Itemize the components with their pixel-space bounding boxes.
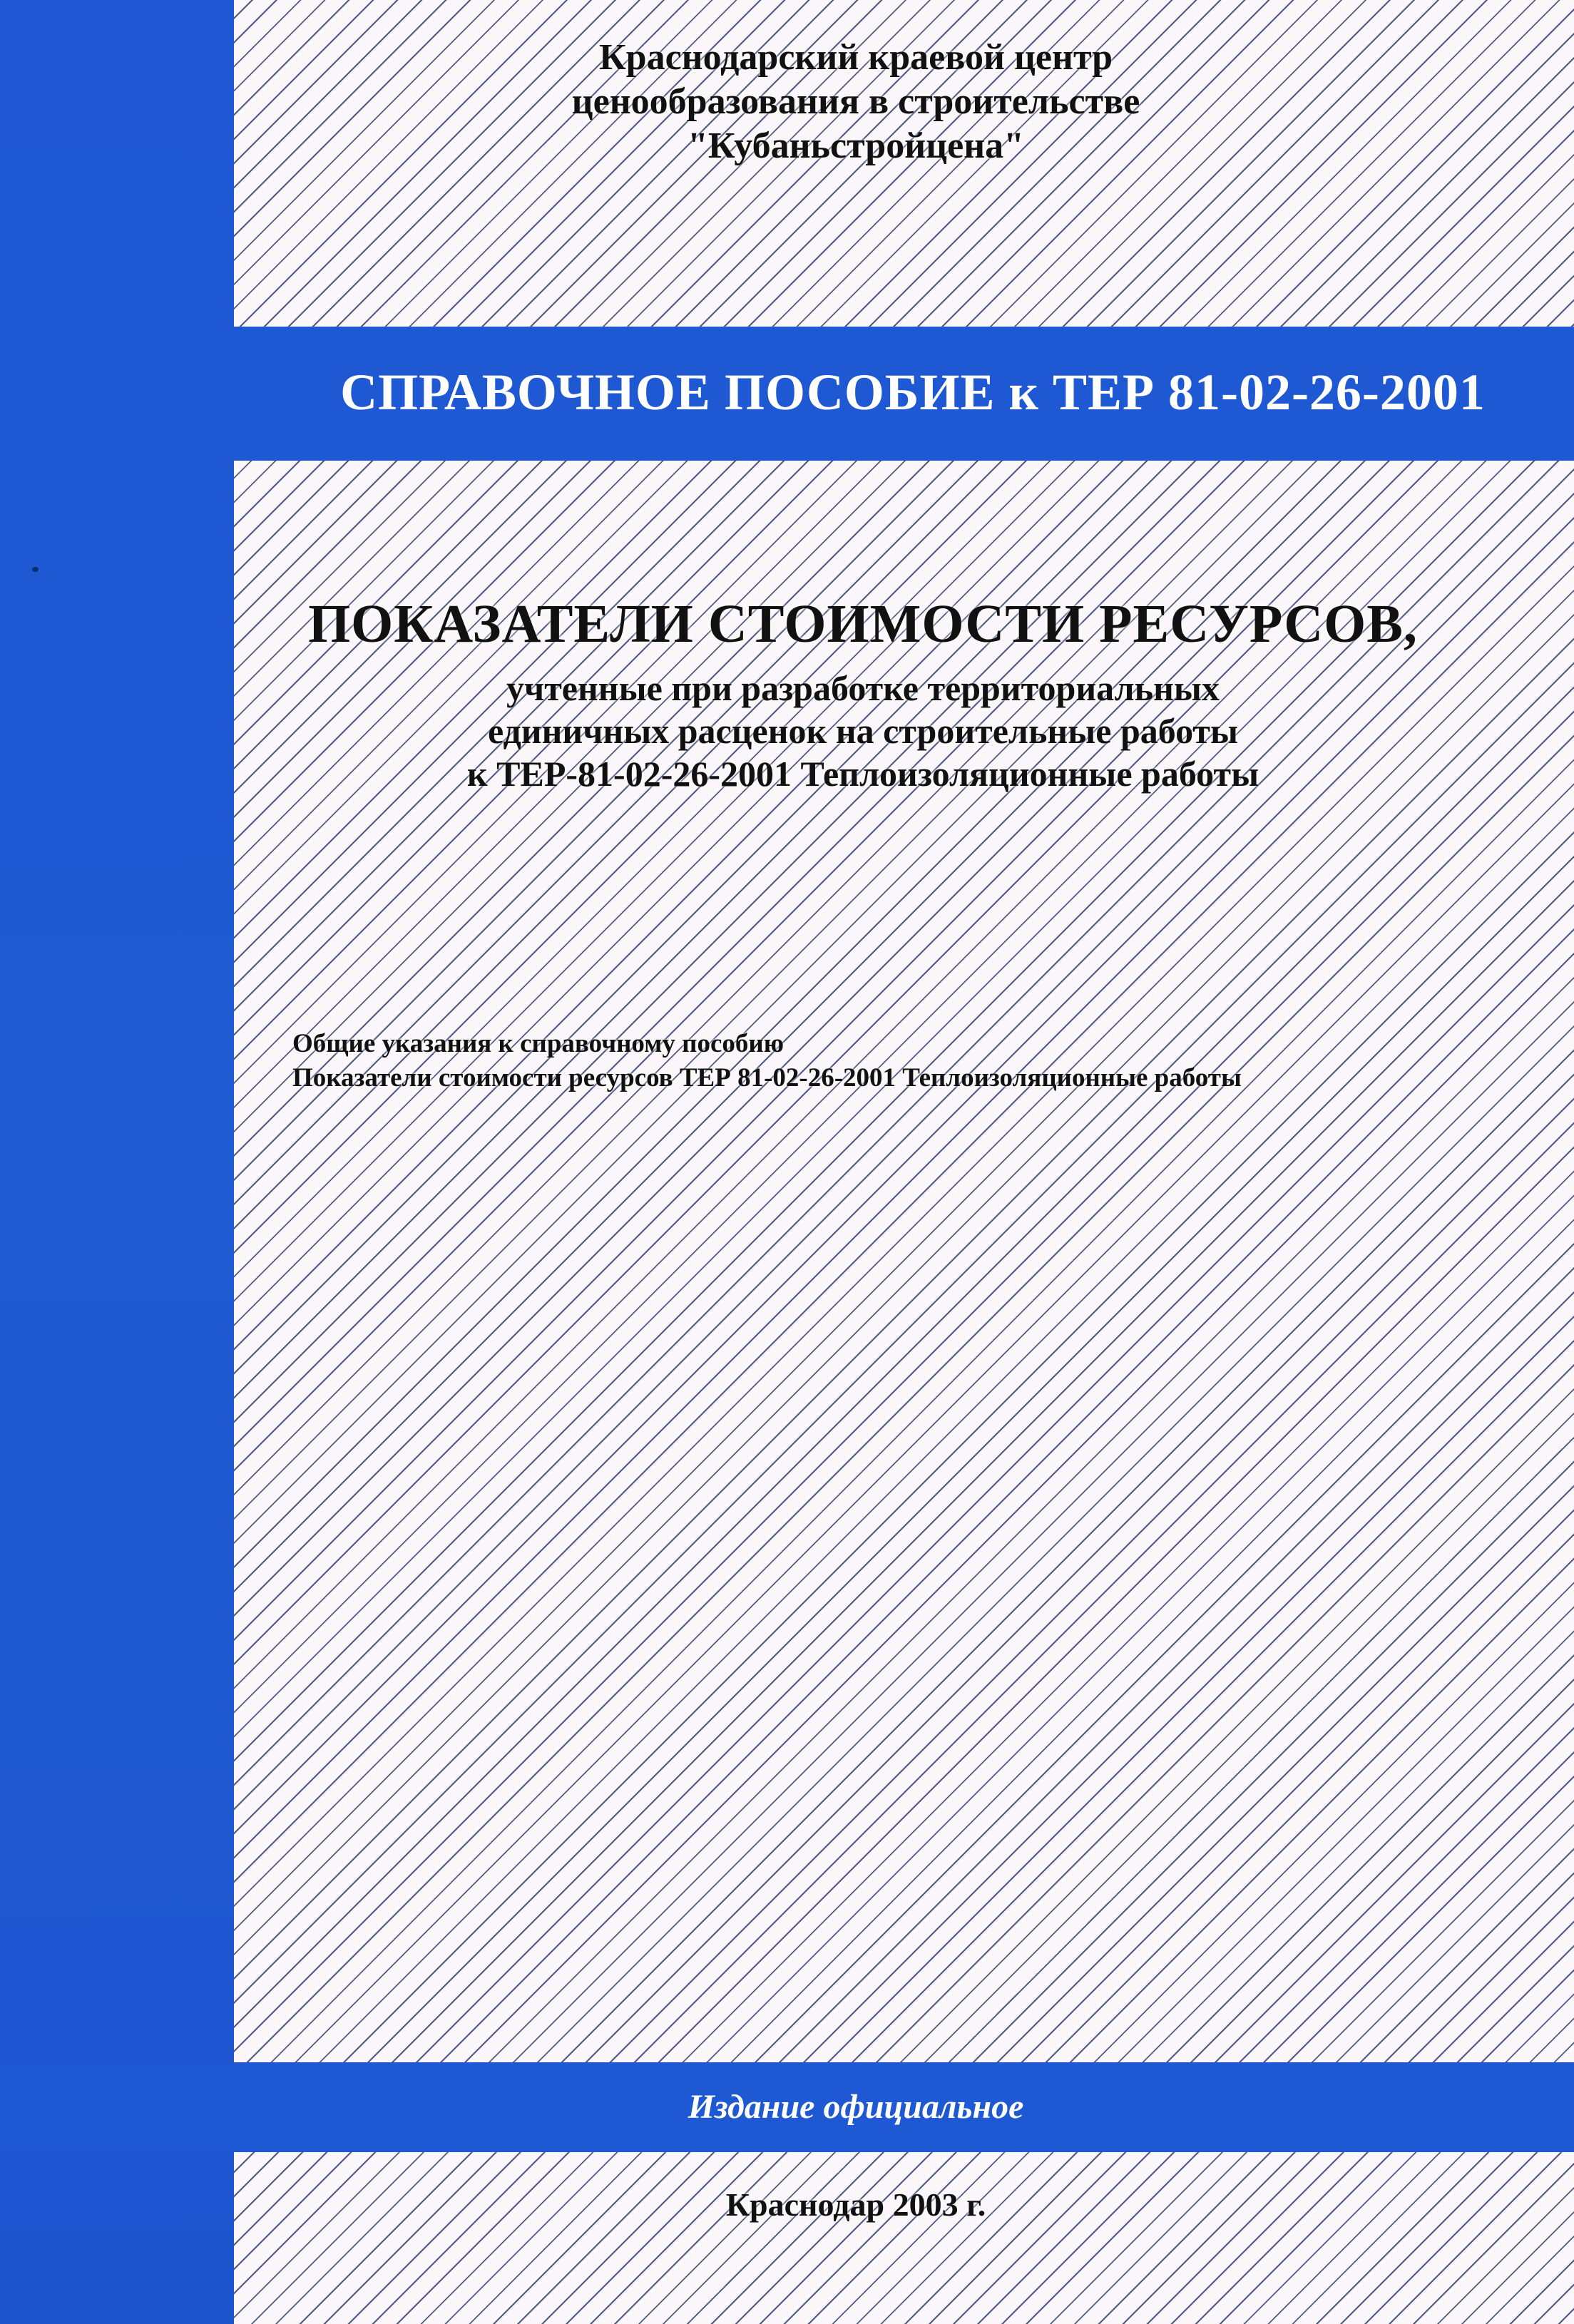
document-subtitle (357, 667, 1369, 795)
general-notes (292, 1027, 1469, 1095)
publisher-line: "Кубаньстройцена" (687, 126, 1025, 166)
notes-line: Общие указания к справочному пособию (292, 1029, 784, 1058)
notes-line: Показатели стоимости ресурсов ТЕР 81-02-26-2001 Теплоизоляционные работы (292, 1063, 1242, 1092)
publisher-line: ценообразования в строительстве (571, 81, 1140, 122)
edition-label: Издание официальное (688, 2088, 1024, 2126)
subtitle-line: к ТЕР-81-02-26-2001 Теплоизоляционные работы (466, 754, 1259, 794)
place-and-year: Краснодар 2003 г. (725, 2186, 986, 2223)
scan-speck (32, 567, 39, 572)
document-title: ПОКАЗАТЕЛИ СТОИМОСТИ РЕСУРСОВ, (308, 594, 1418, 654)
publisher-line: Краснодарский краевой центр (598, 37, 1113, 78)
subtitle-line: единичных расценок на строительные работы (487, 711, 1239, 751)
series-title: СПРАВОЧНОЕ ПОСОБИЕ к ТЕР 81-02-26-2001 (340, 364, 1486, 421)
publisher-heading (499, 36, 1212, 168)
subtitle-line: учтенные при разработке территориальных (506, 668, 1220, 708)
